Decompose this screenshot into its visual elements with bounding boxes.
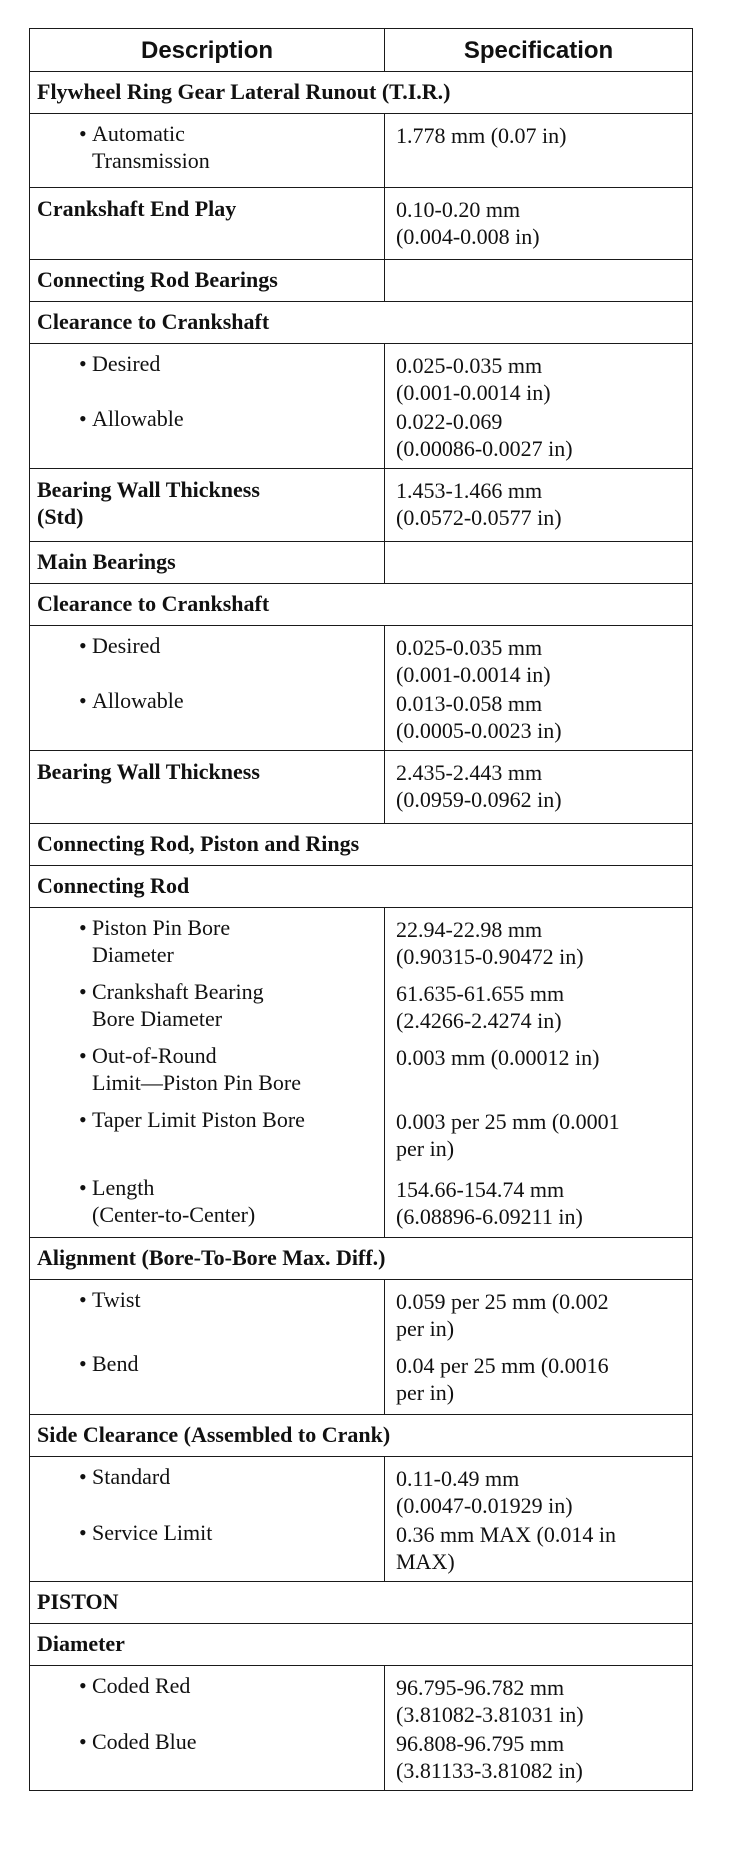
spec-value: 1.778 mm (0.07 in)	[385, 114, 693, 188]
list-item: • Allowable	[79, 688, 184, 713]
spec-value: 2.435-2.443 mm (0.0959-0.0962 in)	[385, 751, 693, 824]
bullet-icon: •	[79, 1287, 87, 1312]
bullet-icon: •	[79, 1520, 87, 1545]
section-flywheel-runout: Flywheel Ring Gear Lateral Runout (T.I.R.)	[30, 72, 693, 114]
table-row	[30, 908, 693, 1238]
spec-value: 1.453-1.466 mm (0.0572-0.0577 in)	[385, 469, 693, 542]
bullet-icon: •	[79, 406, 87, 431]
list-item: • Desired	[79, 633, 161, 658]
list-item: • Twist	[79, 1287, 141, 1312]
spec-value: 0.025-0.035 mm (0.001-0.0014 in) 0.013-0.058 mm (0.0005-0.0023 in)	[385, 626, 693, 751]
list-item: • Coded Blue	[79, 1729, 197, 1754]
header-specification: Specification	[385, 29, 693, 72]
table-row	[30, 1457, 693, 1582]
section-row	[30, 824, 693, 866]
section-row	[30, 1238, 693, 1280]
bullet-icon: •	[79, 1673, 87, 1698]
row-label: Crankshaft End Play	[30, 188, 385, 260]
section-row	[30, 1582, 693, 1624]
row-label: Bearing Wall Thickness (Std)	[30, 469, 385, 542]
list-item: • Automatic Transmission	[79, 121, 210, 173]
list-item: • Crankshaft Bearing Bore Diameter	[79, 979, 264, 1031]
subsection-diameter: Diameter	[30, 1624, 693, 1666]
spec-value: 22.94-22.98 mm (0.90315-0.90472 in) 61.635-61.655 mm (2.4266-2.4274 in) 0.003 mm (0.00012 in) 0.003 per 25 mm (0.0001 per in) 154.66-154.74 mm (6.08896-6.09211 in)	[385, 908, 693, 1238]
bullet-icon: •	[79, 1351, 87, 1376]
section-row	[30, 866, 693, 908]
item-label-cell	[30, 1280, 385, 1415]
list-item: • Piston Pin Bore Diameter	[79, 915, 231, 967]
item-label-cell	[30, 114, 385, 188]
list-item: • Allowable	[79, 406, 184, 431]
subsection-clearance: Clearance to Crankshaft	[30, 302, 693, 344]
section-row	[30, 260, 693, 302]
item-label-cell	[30, 1666, 385, 1791]
bullet-icon: •	[79, 121, 87, 146]
section-row	[30, 302, 693, 344]
spec-value: 0.11-0.49 mm (0.0047-0.01929 in) 0.36 mm MAX (0.014 in MAX)	[385, 1457, 693, 1582]
table-row	[30, 626, 693, 751]
list-item: • Service Limit	[79, 1520, 213, 1545]
header-description: Description	[30, 29, 385, 72]
empty-cell	[385, 260, 693, 302]
table-row	[30, 751, 693, 824]
subsection-clearance: Clearance to Crankshaft	[30, 584, 693, 626]
bullet-icon: •	[79, 633, 87, 658]
table-header-row	[30, 29, 693, 72]
item-label-cell	[30, 344, 385, 469]
spec-value: 0.059 per 25 mm (0.002 per in) 0.04 per 25 mm (0.0016 per in)	[385, 1280, 693, 1415]
section-rod-piston-rings: Connecting Rod, Piston and Rings	[30, 824, 693, 866]
section-row	[30, 542, 693, 584]
section-conrod-bearings: Connecting Rod Bearings	[30, 260, 385, 302]
table-row	[30, 114, 693, 188]
table-row	[30, 344, 693, 469]
section-row	[30, 72, 693, 114]
section-main-bearings: Main Bearings	[30, 542, 385, 584]
list-item: • Coded Red	[79, 1673, 191, 1698]
item-label-cell	[30, 1457, 385, 1582]
list-item: • Desired	[79, 351, 161, 376]
row-label: Bearing Wall Thickness	[30, 751, 385, 824]
subsection-alignment: Alignment (Bore-To-Bore Max. Diff.)	[30, 1238, 693, 1280]
subsection-connecting-rod: Connecting Rod	[30, 866, 693, 908]
list-item: • Length (Center-to-Center)	[79, 1175, 256, 1227]
bullet-icon: •	[79, 915, 87, 940]
section-row	[30, 584, 693, 626]
list-item: • Out-of-Round Limit—Piston Pin Bore	[79, 1043, 302, 1095]
list-item: • Bend	[79, 1351, 139, 1376]
spec-value: 0.025-0.035 mm (0.001-0.0014 in) 0.022-0.069 (0.00086-0.0027 in)	[385, 344, 693, 469]
spec-table	[29, 28, 693, 1791]
list-item: • Taper Limit Piston Bore	[79, 1107, 305, 1132]
item-label-cell	[30, 626, 385, 751]
subsection-side-clearance: Side Clearance (Assembled to Crank)	[30, 1415, 693, 1457]
bullet-icon: •	[79, 1107, 87, 1132]
section-row	[30, 1624, 693, 1666]
item-label-cell	[30, 908, 385, 1238]
empty-cell	[385, 542, 693, 584]
section-piston: PISTON	[30, 1582, 693, 1624]
spec-value: 96.795-96.782 mm (3.81082-3.81031 in) 96.808-96.795 mm (3.81133-3.81082 in)	[385, 1666, 693, 1791]
table-row	[30, 1280, 693, 1415]
table-row	[30, 188, 693, 260]
bullet-icon: •	[79, 1729, 87, 1754]
bullet-icon: •	[79, 351, 87, 376]
list-item: • Standard	[79, 1464, 171, 1489]
table-row	[30, 1666, 693, 1791]
spec-value: 0.10-0.20 mm (0.004-0.008 in)	[385, 188, 693, 260]
bullet-icon: •	[79, 1043, 87, 1068]
bullet-icon: •	[79, 1175, 87, 1200]
table-row	[30, 469, 693, 542]
section-row	[30, 1415, 693, 1457]
bullet-icon: •	[79, 688, 87, 713]
bullet-icon: •	[79, 979, 87, 1004]
bullet-icon: •	[79, 1464, 87, 1489]
